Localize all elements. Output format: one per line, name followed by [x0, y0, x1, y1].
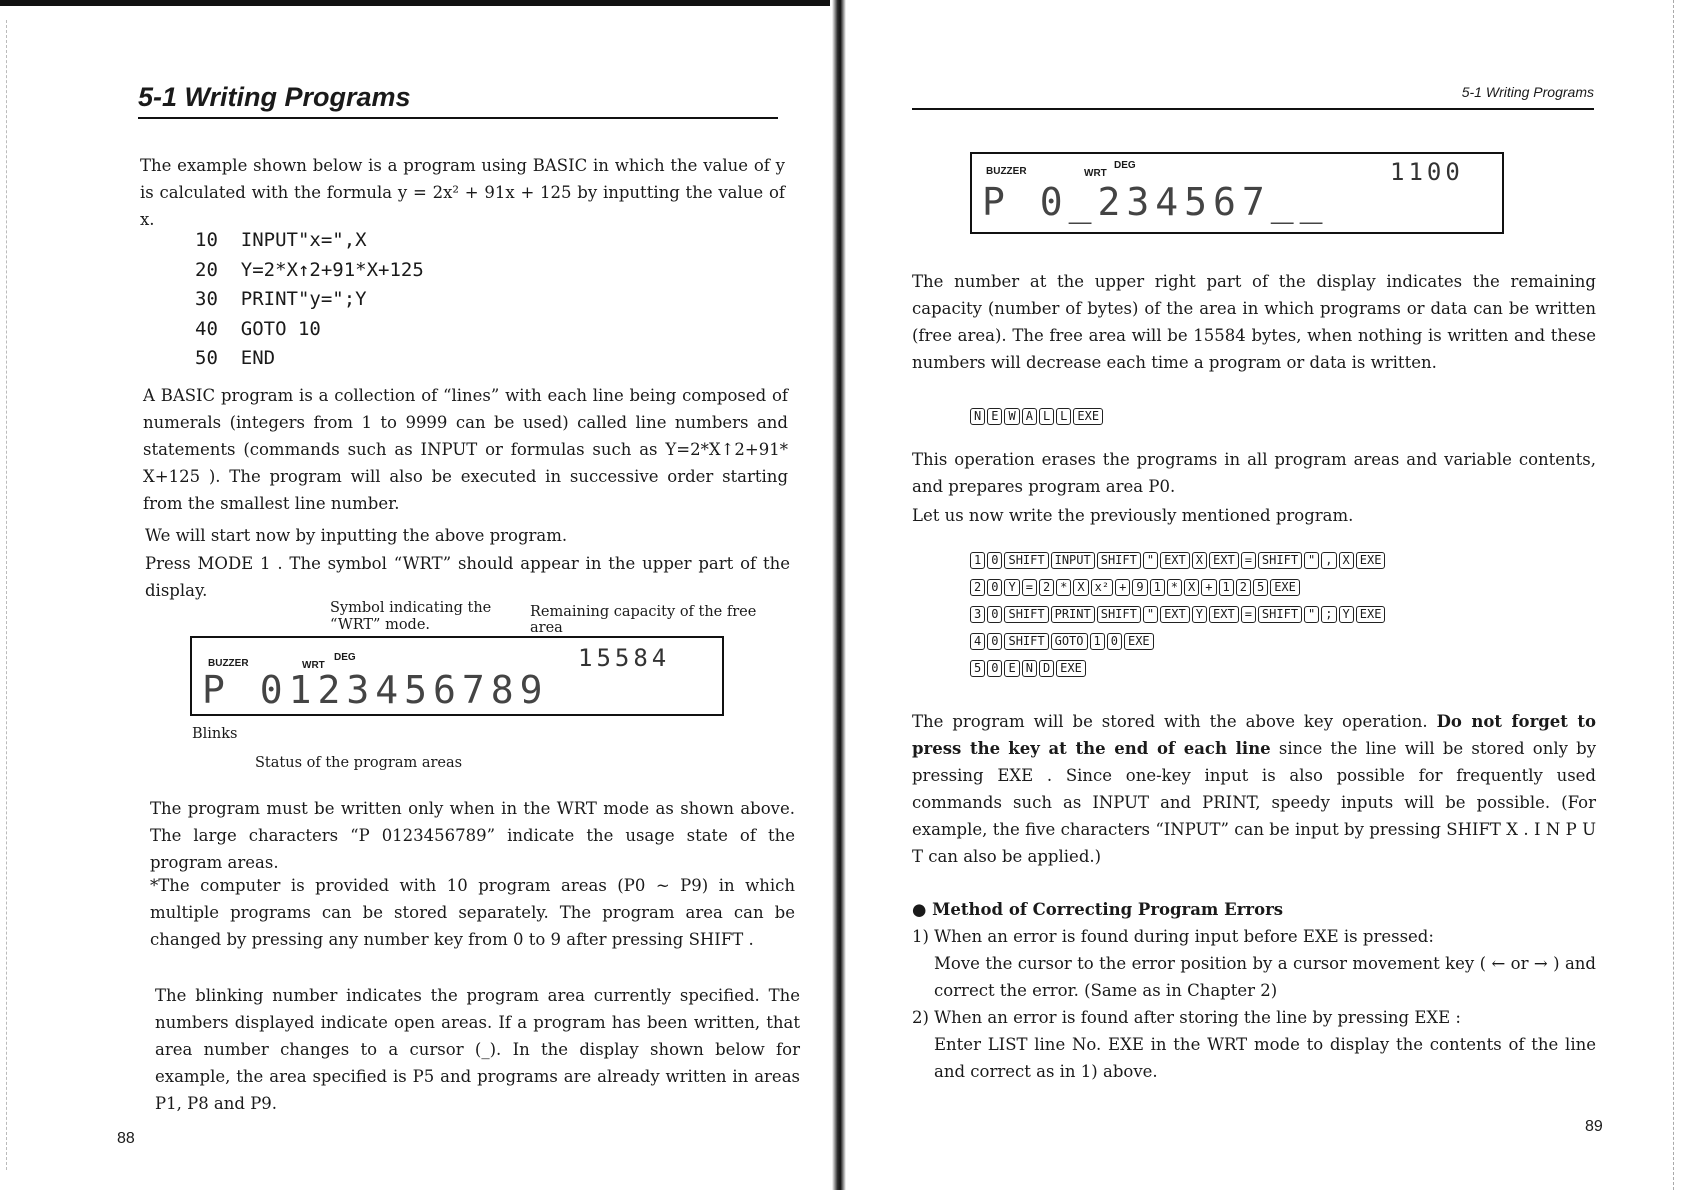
caption-blinks: Blinks — [192, 726, 238, 742]
key: 5 — [1253, 579, 1268, 596]
key: 1 — [1219, 579, 1234, 596]
key-sequence-newall — [970, 408, 1105, 425]
key: PRINT — [1051, 606, 1095, 623]
paragraph-write-program: Let us now write the previously mentioned program. — [912, 506, 1354, 525]
code-line: 30 PRINT"y=";Y — [195, 288, 367, 310]
key: 0 — [987, 660, 1002, 677]
code-line: 10 INPUT"x=",X — [195, 229, 367, 251]
key: EXE — [1124, 633, 1154, 650]
page-number-right: 89 — [1585, 1118, 1603, 1135]
key: 9 — [1132, 579, 1147, 596]
key: 5 — [970, 660, 985, 677]
key: EXE — [1073, 408, 1103, 425]
running-head: 5-1 Writing Programs — [912, 84, 1594, 110]
caption-status: Status of the program areas — [255, 755, 463, 771]
key: " — [1143, 606, 1158, 623]
key: = — [1241, 606, 1256, 623]
key: 2 — [1039, 579, 1054, 596]
key: X — [1184, 579, 1199, 596]
key: + — [1201, 579, 1216, 596]
caption-remaining-capacity: Remaining capacity of the free area — [530, 604, 757, 636]
key: INPUT — [1051, 552, 1095, 569]
key: 3 — [970, 606, 985, 623]
paragraph-program-areas: *The computer is provided with 10 program areas (P0 ~ P9) in which multiple programs can be stored separately. The program area can be changed by pressing any number key from 0 to 9 after pressing SHIFT . — [150, 876, 795, 949]
key-line — [970, 579, 1387, 596]
key: X — [1192, 552, 1207, 569]
key: EXT — [1209, 552, 1239, 569]
store-bold-b: key at the end of each line — [1008, 739, 1271, 758]
key: * — [1167, 579, 1182, 596]
key: SHIFT — [1258, 552, 1302, 569]
key: EXT — [1160, 552, 1190, 569]
key: = — [1241, 552, 1256, 569]
key: E — [1004, 660, 1019, 677]
key: Y — [1004, 579, 1019, 596]
lcd-program-areas: P 0123456789 — [202, 668, 549, 712]
lcd-capacity: 1100 — [1390, 158, 1464, 186]
key: x² — [1091, 579, 1113, 596]
intro-paragraph: The example shown below is a program using BASIC in which the value of y is calculated with the formula y = 2x² + 91x + 125 by inputting the value of x. — [140, 156, 785, 229]
left-page — [0, 0, 830, 1190]
store-text-b: since the line will be stored only by pressing EXE . Since one-key input is also possible for frequently used commands such as INPUT and PRINT, speedy inputs will be possible. (For example, the five characters “INPUT” can be input by pressing SHIFT X . I N P U T can also be applied.) — [912, 739, 1597, 866]
page-heading: 5-1 Writing Programs — [138, 82, 778, 119]
key: " — [1304, 552, 1319, 569]
lcd-capacity: 15584 — [578, 644, 671, 672]
key: D — [1039, 660, 1054, 677]
key: A — [1022, 408, 1037, 425]
key: EXE — [1056, 660, 1086, 677]
paragraph-erase: This operation erases the programs in all program areas and variable contents, and prepares program area P0. — [912, 450, 1596, 496]
key: N — [970, 408, 985, 425]
key: SHIFT — [1097, 606, 1141, 623]
key: " — [1143, 552, 1158, 569]
item-2-title: 2) When an error is found after storing the line by pressing EXE : — [912, 1008, 1461, 1027]
key: , — [1321, 552, 1336, 569]
code-line: 20 Y=2*X↑2+91*X+125 — [195, 258, 424, 281]
key: E — [987, 408, 1002, 425]
code-line: 40 GOTO 10 — [195, 317, 321, 340]
key: 0 — [987, 579, 1002, 596]
key: 1 — [970, 552, 985, 569]
key: * — [1056, 579, 1071, 596]
lcd-buzzer-label: BUZZER — [986, 166, 1027, 177]
key: SHIFT — [1004, 552, 1048, 569]
paragraph-store — [912, 708, 1596, 870]
key: X — [1073, 579, 1088, 596]
store-text-a: The program will be stored with the above key operation. — [912, 712, 1428, 731]
paragraph-basic-lines: A BASIC program is a collection of “lines” with each line being composed of numerals (integers from 1 to 9999 can be used) called line numbers and statements (commands such as INPUT or formulas such as Y=2*X↑2+91* X+125 ). The program will also be executed in successive order starting from the smallest line number. — [143, 386, 788, 513]
paragraph-start: We will start now by inputting the above program. — [145, 526, 568, 545]
key: SHIFT — [1004, 606, 1048, 623]
key: 0 — [1107, 633, 1122, 650]
key: X — [1339, 552, 1354, 569]
key: 4 — [970, 633, 985, 650]
key: Y — [1192, 606, 1207, 623]
key-line — [970, 633, 1387, 650]
code-listing — [195, 226, 424, 374]
lcd-wrt-label: WRT — [302, 660, 325, 671]
item-1-title: 1) When an error is found during input before EXE is pressed: — [912, 927, 1434, 946]
key: 0 — [987, 552, 1002, 569]
key: SHIFT — [1097, 552, 1141, 569]
key: EXE — [1270, 579, 1300, 596]
key: 2 — [1236, 579, 1251, 596]
store-bold-a: Do not forget to press the — [912, 712, 1596, 758]
lcd-wrt-label: WRT — [1084, 168, 1107, 179]
key: W — [1004, 408, 1019, 425]
key: GOTO — [1051, 633, 1088, 650]
key: = — [1022, 579, 1037, 596]
key: EXE — [1356, 552, 1386, 569]
page-number-left: 88 — [117, 1130, 135, 1147]
paragraph-wrt-mode: The program must be written only when in the WRT mode as shown above. The large characters “P 0123456789” indicate the usage state of the program areas. — [150, 799, 795, 872]
key: + — [1115, 579, 1130, 596]
key-line — [970, 552, 1387, 569]
key: 0 — [987, 606, 1002, 623]
key: EXE — [1356, 606, 1386, 623]
lcd-buzzer-label: BUZZER — [208, 658, 249, 669]
caption-wrt-symbol: Symbol indicating the “WRT” mode. — [330, 600, 492, 633]
key: 1 — [1150, 579, 1165, 596]
item-2-body: Enter LIST line No. EXE in the WRT mode to display the contents of the line and correct as in 1) above. — [934, 1035, 1596, 1081]
lcd-deg-label: DEG — [1114, 160, 1136, 171]
key: EXT — [1160, 606, 1190, 623]
section-title: ● Method of Correcting Program Errors — [912, 900, 1284, 919]
section-title-text: Method of Correcting Program Errors — [932, 900, 1284, 919]
paragraph-press-mode: Press MODE 1 . The symbol “WRT” should appear in the upper part of the display. — [145, 554, 790, 600]
key: 2 — [970, 579, 985, 596]
paragraph-free-area: The number at the upper right part of the display indicates the remaining capacity (number of bytes) of the area in which programs or data can be written (free area). The free area will be 15584 bytes, when nothing is written and these numbers will decrease each time a program or data is written. — [912, 272, 1596, 372]
code-line: 50 END — [195, 347, 276, 369]
key: 0 — [987, 633, 1002, 650]
key: N — [1022, 660, 1037, 677]
key-sequence-program — [970, 552, 1387, 687]
item-1-body: Move the cursor to the error position by a cursor movement key ( ← or → ) and correct the error. (Same as in Chapter 2) — [934, 954, 1596, 1000]
key: ; — [1321, 606, 1336, 623]
lcd-program-areas: P 0_234567__ — [982, 180, 1329, 224]
key: " — [1304, 606, 1319, 623]
lcd-display-example — [970, 152, 1504, 234]
lcd-deg-label: DEG — [334, 652, 356, 663]
key: L — [1056, 408, 1071, 425]
key: SHIFT — [1004, 633, 1048, 650]
key-line — [970, 660, 1387, 677]
key-line — [970, 606, 1387, 623]
lcd-display-wrt — [190, 636, 724, 716]
key: Y — [1339, 606, 1354, 623]
paragraph-blinking-number: The blinking number indicates the program area currently specified. The numbers displayed indicate open areas. If a program has been written, that area number changes to a cursor (_). In the display shown below for example, the area specified is P5 and programs are already written in areas P1, P8 and P9. — [155, 986, 800, 1113]
key: L — [1039, 408, 1054, 425]
key: 1 — [1090, 633, 1105, 650]
key: SHIFT — [1258, 606, 1302, 623]
right-page — [830, 0, 1684, 1190]
key: EXT — [1209, 606, 1239, 623]
